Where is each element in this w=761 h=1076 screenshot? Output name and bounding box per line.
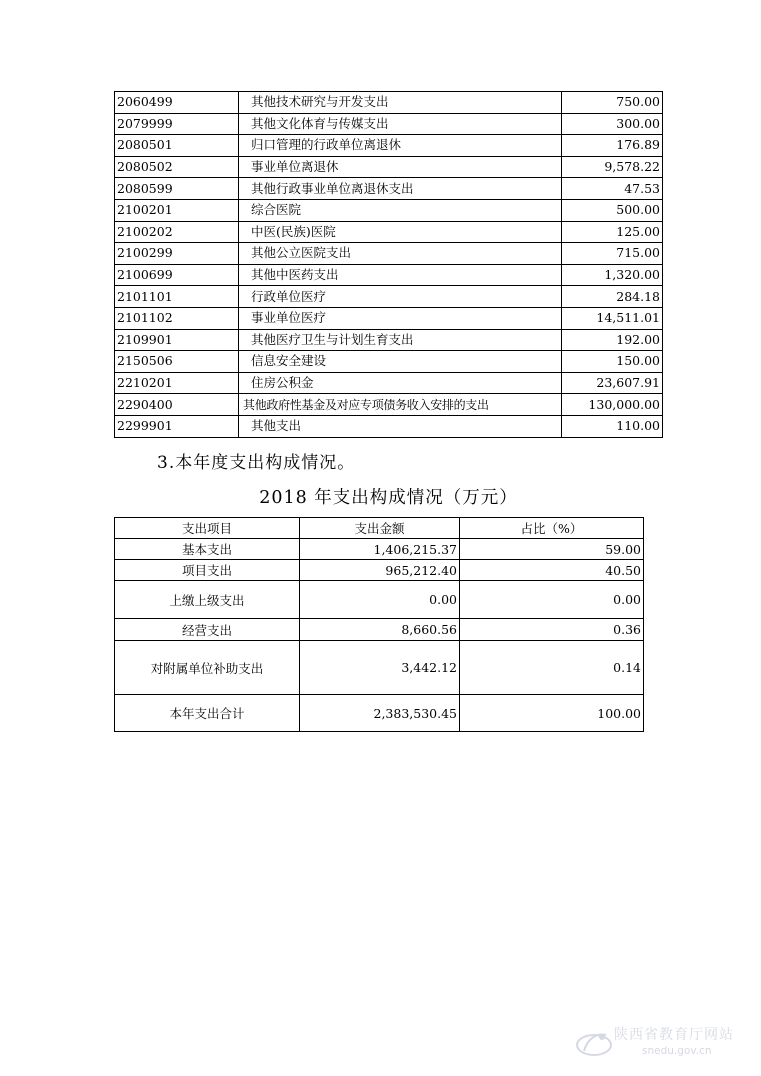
expense-ratio: 59.00 <box>460 539 644 560</box>
function-name: 住房公积金 <box>239 372 562 394</box>
table-row <box>115 286 663 308</box>
function-code: 2060499 <box>115 92 239 114</box>
table-row <box>115 92 663 114</box>
function-code: 2101102 <box>115 307 239 329</box>
watermark-logo-icon <box>574 1023 614 1063</box>
table-row <box>115 539 644 560</box>
function-name: 信息安全建设 <box>239 351 562 373</box>
amount-cell: 9,578.22 <box>562 156 663 178</box>
amount-cell: 14,511.01 <box>562 307 663 329</box>
table-row <box>115 415 663 437</box>
table-row <box>115 264 663 286</box>
amount-cell: 500.00 <box>562 199 663 221</box>
table-row <box>115 329 663 351</box>
amount-cell: 110.00 <box>562 415 663 437</box>
table-row <box>115 243 663 265</box>
table-row <box>115 135 663 157</box>
table-row <box>115 307 663 329</box>
table-header-row <box>115 518 644 539</box>
amount-cell: 150.00 <box>562 351 663 373</box>
table-row <box>115 113 663 135</box>
function-code: 2100201 <box>115 199 239 221</box>
table-row <box>115 372 663 394</box>
function-name: 行政单位医疗 <box>239 286 562 308</box>
table-row <box>115 560 644 581</box>
expense-item-total: 本年支出合计 <box>115 695 300 732</box>
function-code: 2080599 <box>115 178 239 200</box>
expense-amount: 3,442.12 <box>300 641 460 695</box>
table-row <box>115 394 663 416</box>
function-name: 中医(民族)医院 <box>239 221 562 243</box>
expense-item: 项目支出 <box>115 560 300 581</box>
expense-amount: 0.00 <box>300 581 460 619</box>
table-row <box>115 619 644 641</box>
amount-cell: 715.00 <box>562 243 663 265</box>
section-heading: 3.本年度支出构成情况。 <box>157 453 356 473</box>
amount-cell: 47.53 <box>562 178 663 200</box>
composition-table <box>114 517 644 732</box>
table-row <box>115 221 663 243</box>
function-code: 2290400 <box>115 394 239 416</box>
expense-amount: 965,212.40 <box>300 560 460 581</box>
amount-cell: 192.00 <box>562 329 663 351</box>
table-row <box>115 156 663 178</box>
expense-item: 上缴上级支出 <box>115 581 300 619</box>
function-name: 其他公立医院支出 <box>239 243 562 265</box>
function-code: 2299901 <box>115 415 239 437</box>
function-name: 其他文化体育与传媒支出 <box>239 113 562 135</box>
watermark-url: snedu.gov.cn <box>642 1045 712 1057</box>
expense-item: 对附属单位补助支出 <box>115 641 300 695</box>
table-row <box>115 581 644 619</box>
function-code: 2080501 <box>115 135 239 157</box>
composition-table-title: 2018 年支出构成情况（万元） <box>259 488 518 508</box>
amount-cell: 284.18 <box>562 286 663 308</box>
expense-ratio: 40.50 <box>460 560 644 581</box>
function-code: 2079999 <box>115 113 239 135</box>
function-code: 2210201 <box>115 372 239 394</box>
function-name: 事业单位离退休 <box>239 156 562 178</box>
table-row <box>115 178 663 200</box>
amount-cell: 125.00 <box>562 221 663 243</box>
amount-cell: 750.00 <box>562 92 663 114</box>
function-name: 其他政府性基金及对应专项债务收入安排的支出 <box>239 394 562 416</box>
watermark-text: 陕西省教育厅网站 <box>614 1027 734 1043</box>
function-code: 2150506 <box>115 351 239 373</box>
function-code: 2100299 <box>115 243 239 265</box>
column-header-amount: 支出金额 <box>300 518 460 539</box>
expense-amount: 1,406,215.37 <box>300 539 460 560</box>
expense-ratio: 0.36 <box>460 619 644 641</box>
column-header-item: 支出项目 <box>115 518 300 539</box>
expense-ratio-total: 100.00 <box>460 695 644 732</box>
function-code: 2100202 <box>115 221 239 243</box>
function-name: 其他中医药支出 <box>239 264 562 286</box>
table-total-row <box>115 695 644 732</box>
function-code: 2080502 <box>115 156 239 178</box>
amount-cell: 176.89 <box>562 135 663 157</box>
amount-cell: 23,607.91 <box>562 372 663 394</box>
function-name: 其他医疗卫生与计划生育支出 <box>239 329 562 351</box>
amount-cell: 300.00 <box>562 113 663 135</box>
column-header-ratio: 占比（%） <box>460 518 644 539</box>
table-row <box>115 641 644 695</box>
function-name: 归口管理的行政单位离退休 <box>239 135 562 157</box>
function-name: 其他支出 <box>239 415 562 437</box>
table-row <box>115 351 663 373</box>
expense-amount: 8,660.56 <box>300 619 460 641</box>
function-code: 2100699 <box>115 264 239 286</box>
table-row <box>115 199 663 221</box>
function-name: 事业单位医疗 <box>239 307 562 329</box>
function-name: 综合医院 <box>239 199 562 221</box>
expense-item: 基本支出 <box>115 539 300 560</box>
function-code: 2109901 <box>115 329 239 351</box>
expense-ratio: 0.14 <box>460 641 644 695</box>
function-code: 2101101 <box>115 286 239 308</box>
site-watermark <box>574 1021 759 1065</box>
expense-amount-total: 2,383,530.45 <box>300 695 460 732</box>
expenditure-detail-table <box>114 91 663 438</box>
expense-ratio: 0.00 <box>460 581 644 619</box>
function-name: 其他行政事业单位离退休支出 <box>239 178 562 200</box>
expense-item: 经营支出 <box>115 619 300 641</box>
amount-cell: 130,000.00 <box>562 394 663 416</box>
amount-cell: 1,320.00 <box>562 264 663 286</box>
function-name: 其他技术研究与开发支出 <box>239 92 562 114</box>
